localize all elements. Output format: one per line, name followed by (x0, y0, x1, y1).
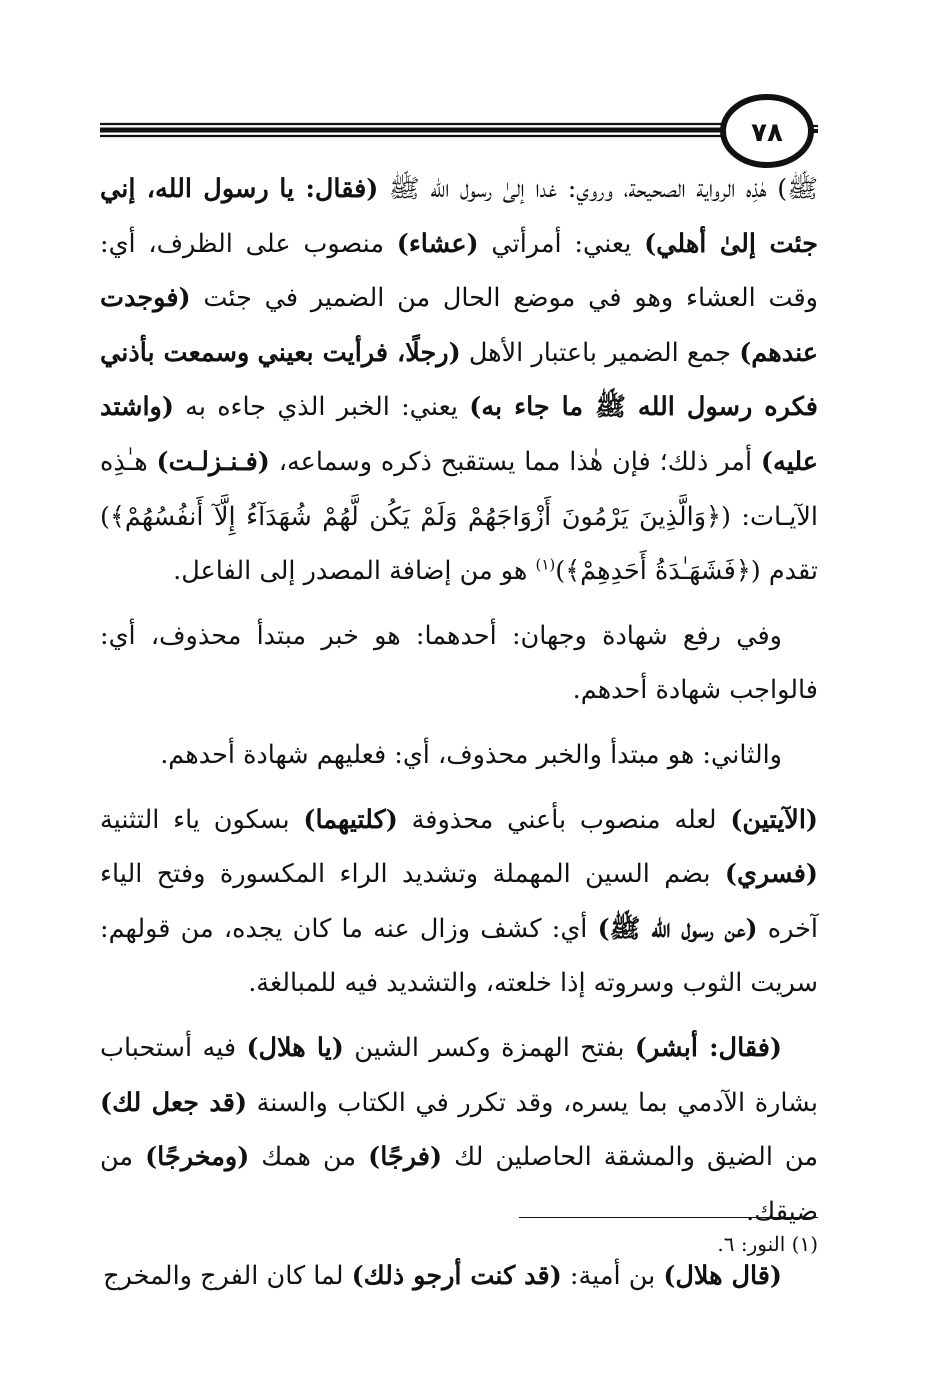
body-text (100, 162, 818, 1304)
text-line: (فقال: أبشر) بفتح الهمزة وكسر الشين (يا هلال) فيه أستحباب بشارة (100, 1032, 818, 1118)
footnote: (١) النور: ٦. (717, 1232, 818, 1256)
text-line: به (واشتد عليه) أمر ذلك؛ فإن هٰذا مما يستقبح ذكره وسماعه، (100, 392, 819, 477)
page-header (0, 0, 939, 170)
text-line: (الآيتين) لعله منصوب بأعني محذوفة (كلتيهما) بسكون ياء التثنية (100, 804, 818, 835)
text-line: أَنفُسُهُمْ﴾) تقدم (﴿فَشَهَـٰدَةُ أَحَدِهِمْ﴾)$^{(١)}$ هو من إضافة المصدر إلى الفاعل. (100, 501, 818, 587)
page-number: ٧٨ (751, 118, 783, 148)
text-line: (فسري) بضم السين المهملة وتشديد الراء المكسورة وفتح الياء آخره (100, 859, 818, 944)
bold-phrase: (فوجدت عندهم) (100, 283, 818, 368)
text-line: (فـنـزلـت) هـٰذِه الآيـات: (﴿وَالَّذِينَ يَرْمُونَ أَزْوَاجَهُمْ وَلَمْ يَكُن لَّهُمْ شُهَدَآءُ إِلَّآ (100, 446, 818, 532)
bold-phrase: (فقال: أبشر) (634, 1032, 782, 1063)
bold-phrase: (واشتد عليه) (100, 392, 819, 477)
bold-phrase: (فسري) (724, 859, 818, 890)
text-line: (فوجدت عندهم) جمع الضمير باعتبار الأهل (رجلًا، فرأيت بعيني (100, 283, 818, 368)
bold-phrase: (ومخرجًا) (145, 1142, 250, 1173)
bold-phrase: (كلتيهما) (303, 804, 398, 835)
bold-phrase: (فرجًا) (368, 1142, 443, 1173)
paragraph (100, 793, 818, 1011)
footnote-marker: (١) (535, 555, 556, 574)
text-line: والمشقة الحاصلين لك (فرجًا) من همك (ومخرجًا) من ضيقك. (100, 1142, 818, 1227)
bold-phrase: (قد جعل لك) (100, 1087, 248, 1118)
bold-phrase: (عشاء) (396, 228, 479, 259)
text-line: فالواجب شهادة أحدهم. (572, 675, 818, 706)
text-line: الظرف، أي: وقت العشاء وهو في موضع الحال من الضمير في جئت (100, 228, 818, 314)
paragraph (100, 1021, 818, 1239)
text-line: رسول الله، إني جئت إلىٰ أهلي) يعني: أمرأتي (عشاء) منصوب على (100, 174, 819, 259)
bold-phrase: رسول الله، إني جئت إلىٰ أهلي) (100, 174, 819, 259)
bold-phrase: (فـنـزلـت) (156, 446, 270, 477)
text-line: والثاني: هو مبتدأ والخبر محذوف، أي: فعليهم شهادة أحدهم. (160, 739, 782, 770)
bold-phrase: (رجلًا، فرأيت بعيني (257, 337, 461, 368)
footnote-divider (519, 1217, 818, 1218)
bold-phrase: (عن رسول الله ﷺ) (597, 913, 758, 944)
paragraph (100, 609, 818, 718)
bold-phrase: (يا هلال) (246, 1032, 344, 1063)
bold-phrase: (قد كنت أرجو ذلك) (351, 1261, 562, 1292)
text-line: الآدمي بما يسره، وقد تكرر في الكتاب والسنة (قد جعل لك) من الضيق (100, 1087, 818, 1173)
text-line: ﷺ) هٰذِه الرواية الصحيحة، وروي: غدا إلىٰ رسول الله ﷺ (فقال: يا (279, 174, 819, 204)
text-line: وفي رفع شهادة وجهان: أحدهما: هو خبر مبتدأ محذوف، أي: (100, 620, 782, 651)
paragraph (100, 728, 818, 783)
text-line: سريت الثوب وسروته إذا خلعته، والتشديد فيه للمبالغة. (248, 968, 818, 999)
bold-phrase: (قال هلال) (663, 1261, 782, 1292)
text-line: وسمعت بأذني فكره رسول الله ﷺ ما جاء به) يعني: الخبر الذي جاءه (100, 337, 818, 423)
paragraph-commentary (100, 162, 818, 599)
text-line: (قال هلال) بن أمية: (قد كنت أرجو ذلك) لما كان الفرج والمخرج (103, 1261, 782, 1292)
bold-phrase: (فقال: يا (279, 174, 379, 204)
bold-phrase: وسمعت بأذني فكره رسول الله ﷺ ما جاء به) (100, 337, 818, 423)
text-line: (عن رسول الله ﷺ) أي: كشف وزال عنه ما كان يجده، من قولهم: (100, 913, 758, 944)
bold-phrase: (الآيتين) (730, 804, 818, 835)
